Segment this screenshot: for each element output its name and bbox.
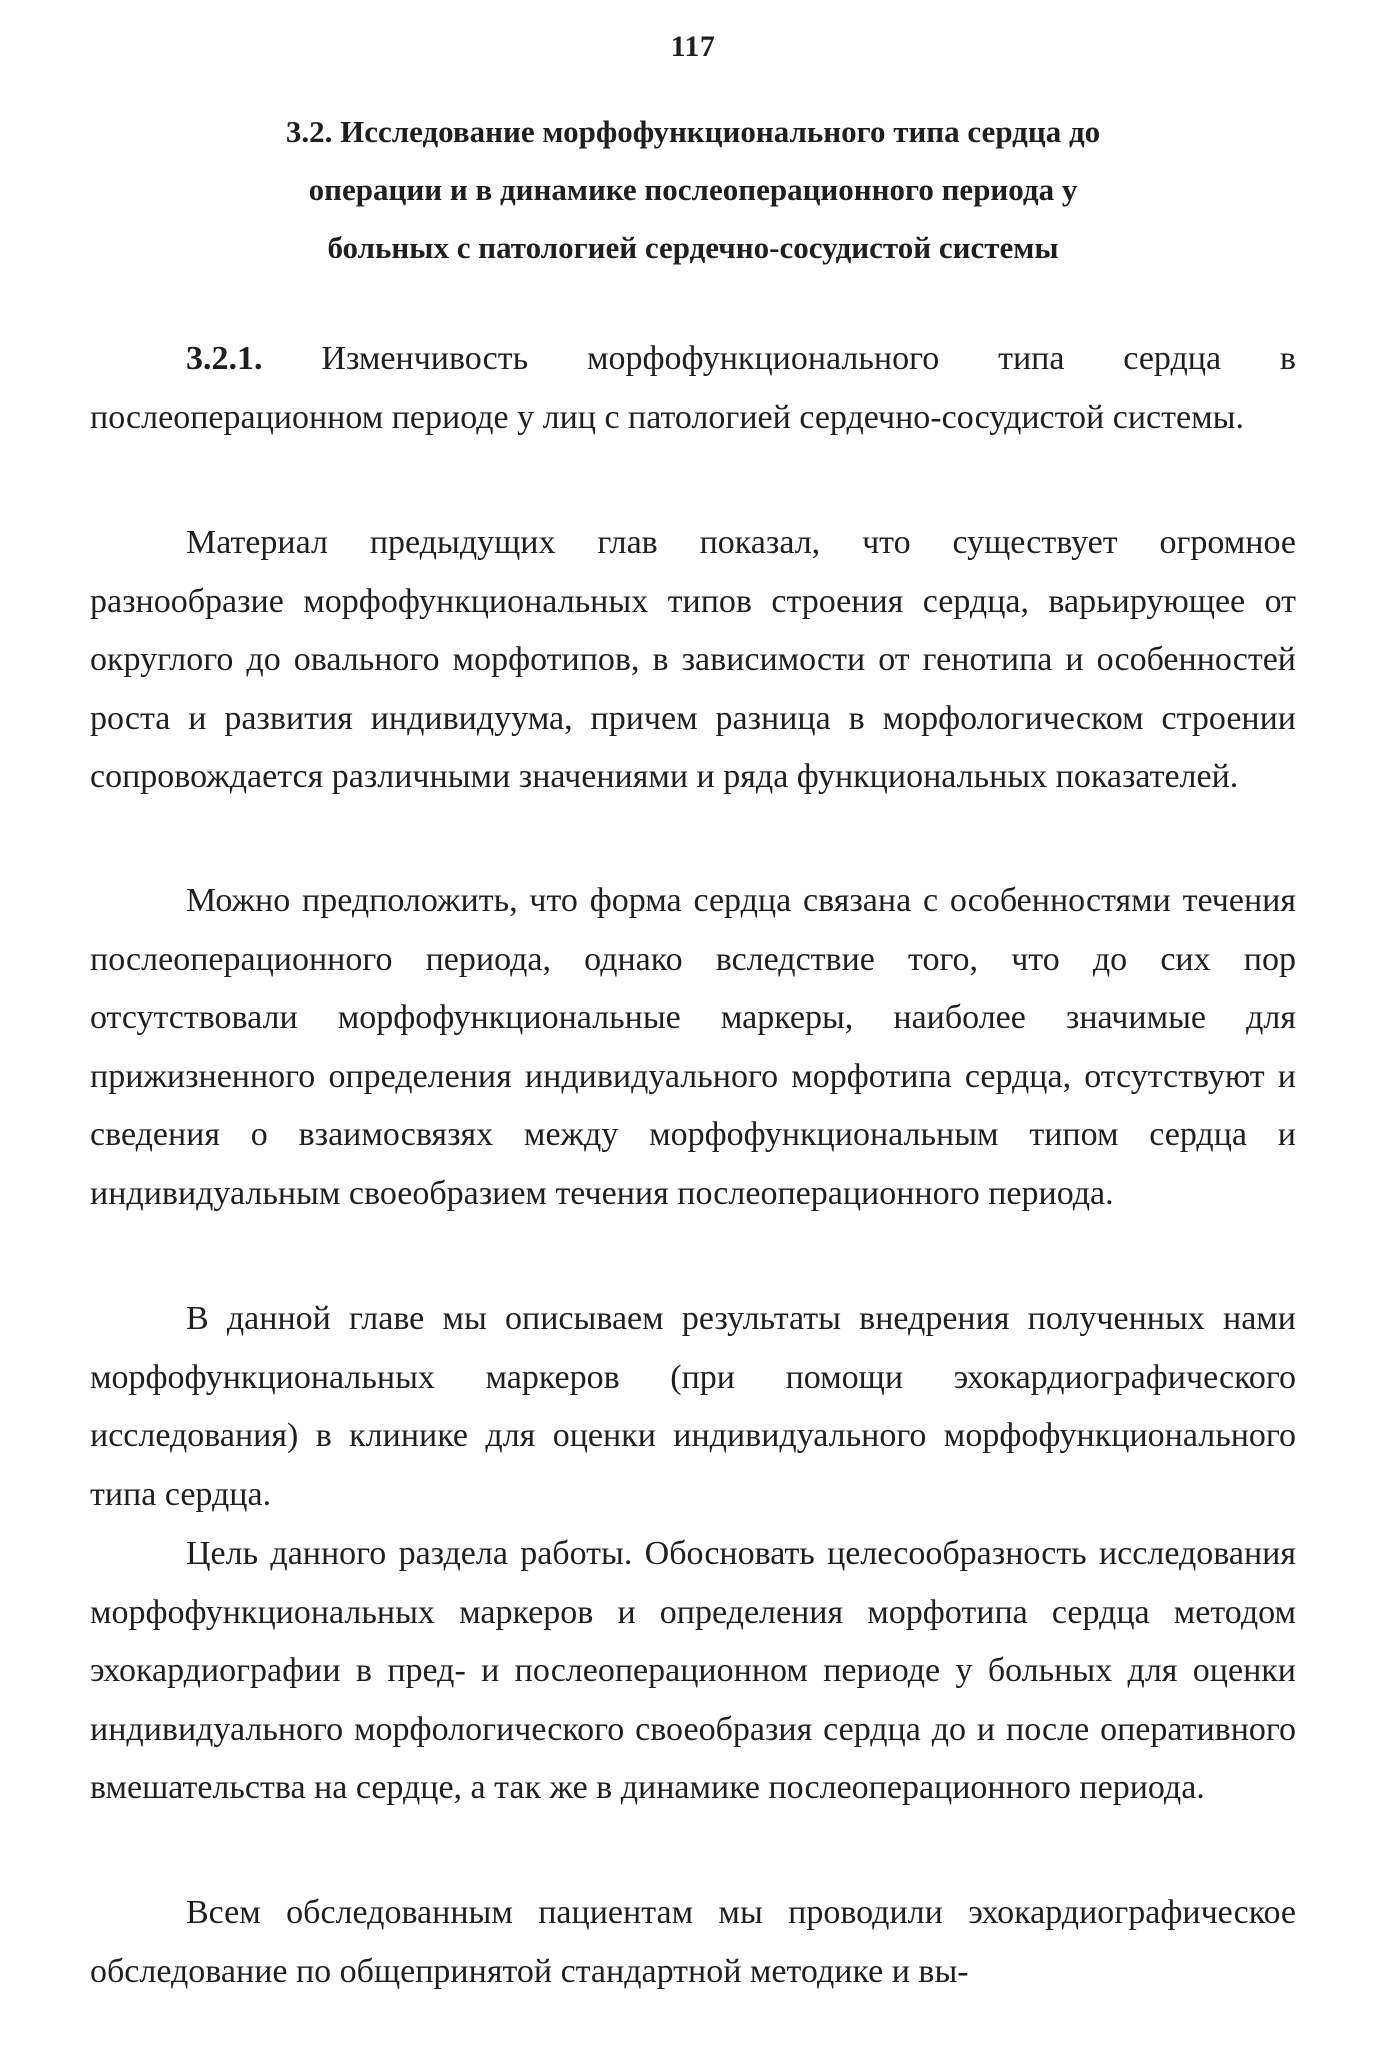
body-paragraph-block xyxy=(90,1884,1296,2001)
body-paragraph-block xyxy=(90,514,1296,807)
subsection-title: Изменчивость морфофункционального типа сердца в послеоперационном периоде у лиц с патологией сердечно-сосудистой системы. xyxy=(90,340,1296,436)
body-paragraph: Всем обследованным пациентам мы проводили эхокардиографическое обследование по общепринятой стандартной методике и вы- xyxy=(90,1894,1296,1990)
body-paragraph: В данной главе мы описываем результаты внедрения полученных нами морфофункциональных маркеров (при помощи эхокардиографического исследования) в клинике для оценки индивидуального морфофункционального типа сердца. xyxy=(90,1300,1296,1513)
body-paragraph: Можно предположить, что форма сердца связана с особенностями течения послеоперационного периода, однако вследствие того, что до сих пор отсутствовали морфофункциональные маркеры, наиболее значимые для прижизненного определения индивидуального морфотипа сердца, отсутствуют и сведения о взаимосвязях между морфофункциональным типом сердца и индивидуальным своеобразием течения послеоперационного периода. xyxy=(90,882,1296,1212)
body-paragraph-block xyxy=(90,1525,1296,1818)
subsection-heading xyxy=(90,330,1296,447)
section-heading-line: больных с патологией сердечно-сосудистой системы xyxy=(327,230,1059,265)
subsection-paragraph xyxy=(90,330,1296,447)
body-paragraph: Цель данного раздела работы. Обосновать целесообразность исследования морфофункциональных маркеров и определения морфотипа сердца методом эхокардиографии в пред- и послеоперационном периоде у больных для оценки индивидуального морфологического своеобразия сердца до и после оперативного вмешательства на сердце, а так же в динамике послеоперационного периода. xyxy=(90,1535,1296,1807)
body-paragraph: Материал предыдущих глав показал, что существует огромное разнообразие морфофункциональных типов строения сердца, варьирующее от округлого до овального морфотипов, в зависимости от генотипа и особенностей роста и развития индивидуума, причем разница в морфологическом строении сопровождается различными значениями и ряда функциональных показателей. xyxy=(90,524,1296,796)
page-number: 117 xyxy=(670,30,716,63)
body-paragraph-block xyxy=(90,1290,1296,1524)
section-heading-line: 3.2. Исследование морфофункционального типа сердца до xyxy=(285,114,1101,149)
section-heading xyxy=(180,103,1206,277)
subsection-number: 3.2.1. xyxy=(186,340,263,377)
section-heading-line: операции и в динамике послеоперационного периода у xyxy=(308,172,1078,207)
body-paragraph-block xyxy=(90,872,1296,1224)
